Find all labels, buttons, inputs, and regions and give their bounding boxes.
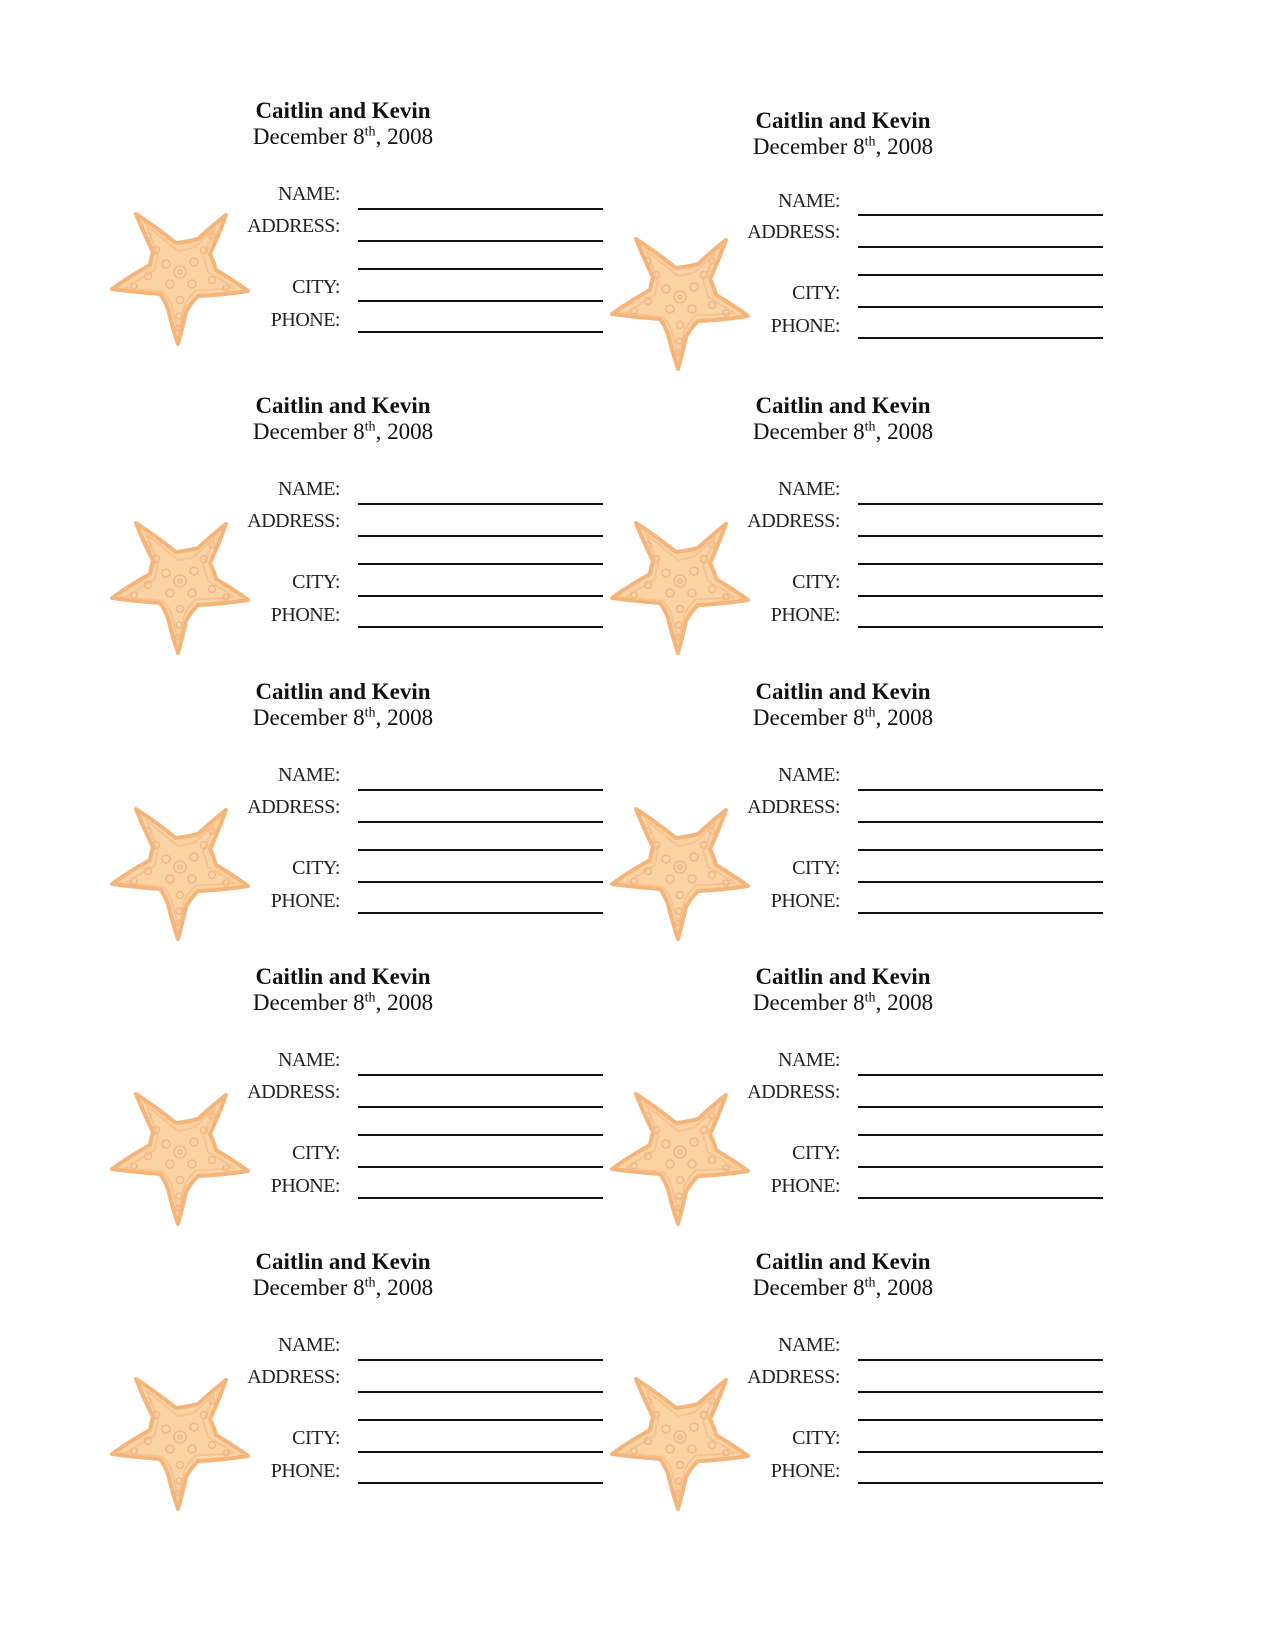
event-date (233, 419, 453, 445)
name-line[interactable] (858, 789, 1103, 791)
city-label: CITY: (292, 1427, 340, 1449)
date-ordinal-suffix: th (864, 1275, 876, 1291)
starfish-icon (608, 515, 756, 655)
date-month-day: December 8 (752, 419, 865, 444)
couple-names: Caitlin and Kevin (255, 393, 431, 418)
address-line-2[interactable] (858, 1419, 1103, 1421)
city-line[interactable] (358, 1451, 603, 1453)
date-year: , 2008 (875, 705, 934, 730)
city-label: CITY: (792, 1427, 840, 1449)
event-date (233, 1275, 453, 1301)
card-header (233, 679, 453, 731)
starfish-icon (108, 1086, 256, 1226)
address-label: ADDRESS: (247, 796, 340, 818)
date-ordinal-suffix: th (864, 419, 876, 435)
address-label: ADDRESS: (247, 1081, 340, 1103)
name-line[interactable] (858, 214, 1103, 216)
card-header (233, 98, 453, 150)
city-line[interactable] (858, 595, 1103, 597)
address-line-2[interactable] (358, 849, 603, 851)
starfish-icon (108, 206, 256, 346)
guest-info-card (108, 1249, 608, 1519)
couple-names: Caitlin and Kevin (255, 964, 431, 989)
date-year: , 2008 (375, 124, 434, 149)
date-ordinal-suffix: th (364, 990, 376, 1006)
phone-label: PHONE: (270, 1460, 340, 1482)
city-line[interactable] (358, 595, 603, 597)
address-label: ADDRESS: (747, 796, 840, 818)
couple-names: Caitlin and Kevin (255, 1249, 431, 1274)
starfish-icon (608, 1086, 756, 1226)
address-label: ADDRESS: (247, 1366, 340, 1388)
phone-line[interactable] (358, 912, 603, 914)
phone-label: PHONE: (770, 1175, 840, 1197)
guest-info-card (608, 964, 1108, 1234)
event-date (733, 1275, 953, 1301)
address-line-2[interactable] (858, 1134, 1103, 1136)
name-label: NAME: (278, 1049, 340, 1071)
address-line-1[interactable] (858, 1391, 1103, 1393)
event-date (733, 134, 953, 160)
city-label: CITY: (292, 1142, 340, 1164)
address-line-2[interactable] (858, 274, 1103, 276)
event-date (233, 124, 453, 150)
date-month-day: December 8 (752, 1275, 865, 1300)
date-month-day: December 8 (252, 1275, 365, 1300)
address-line-2[interactable] (858, 563, 1103, 565)
address-label: ADDRESS: (747, 1081, 840, 1103)
guest-info-card (108, 98, 608, 368)
city-line[interactable] (358, 881, 603, 883)
guest-info-card (108, 393, 608, 663)
date-ordinal-suffix: th (864, 134, 876, 150)
city-label: CITY: (292, 571, 340, 593)
name-line[interactable] (358, 789, 603, 791)
date-month-day: December 8 (252, 990, 365, 1015)
name-label: NAME: (278, 1334, 340, 1356)
couple-names: Caitlin and Kevin (755, 964, 931, 989)
date-month-day: December 8 (752, 990, 865, 1015)
couple-names: Caitlin and Kevin (755, 1249, 931, 1274)
date-year: , 2008 (875, 990, 934, 1015)
event-date (733, 419, 953, 445)
address-label: ADDRESS: (747, 1366, 840, 1388)
phone-line[interactable] (858, 337, 1103, 339)
event-date (233, 990, 453, 1016)
phone-line[interactable] (358, 331, 603, 333)
name-label: NAME: (278, 764, 340, 786)
name-line[interactable] (358, 503, 603, 505)
date-ordinal-suffix: th (364, 705, 376, 721)
address-label: ADDRESS: (247, 215, 340, 237)
date-month-day: December 8 (252, 419, 365, 444)
phone-line[interactable] (358, 1482, 603, 1484)
city-label: CITY: (792, 1142, 840, 1164)
address-line-2[interactable] (358, 1134, 603, 1136)
city-line[interactable] (358, 1166, 603, 1168)
date-ordinal-suffix: th (364, 1275, 376, 1291)
guest-info-card (108, 679, 608, 949)
date-month-day: December 8 (252, 705, 365, 730)
date-month-day: December 8 (752, 134, 865, 159)
address-line-1[interactable] (858, 1106, 1103, 1108)
city-line[interactable] (358, 300, 603, 302)
name-label: NAME: (778, 1334, 840, 1356)
phone-label: PHONE: (270, 309, 340, 331)
card-header (733, 964, 953, 1016)
address-line-1[interactable] (358, 1391, 603, 1393)
card-header (233, 393, 453, 445)
phone-label: PHONE: (770, 604, 840, 626)
phone-line[interactable] (858, 626, 1103, 628)
city-label: CITY: (792, 282, 840, 304)
address-line-1[interactable] (858, 246, 1103, 248)
address-line-2[interactable] (358, 1419, 603, 1421)
date-year: , 2008 (375, 990, 434, 1015)
guest-info-card (108, 964, 608, 1234)
address-line-1[interactable] (358, 1106, 603, 1108)
address-line-2[interactable] (858, 849, 1103, 851)
city-line[interactable] (858, 1166, 1103, 1168)
address-line-1[interactable] (358, 535, 603, 537)
event-date (233, 705, 453, 731)
phone-line[interactable] (858, 1197, 1103, 1199)
guest-info-card (608, 393, 1108, 663)
name-line[interactable] (858, 1074, 1103, 1076)
guest-info-card (608, 1249, 1108, 1519)
date-year: , 2008 (375, 419, 434, 444)
couple-names: Caitlin and Kevin (255, 98, 431, 123)
date-month-day: December 8 (752, 705, 865, 730)
couple-names: Caitlin and Kevin (755, 679, 931, 704)
phone-line[interactable] (858, 1482, 1103, 1484)
phone-label: PHONE: (770, 890, 840, 912)
name-label: NAME: (778, 1049, 840, 1071)
date-ordinal-suffix: th (364, 419, 376, 435)
address-line-1[interactable] (358, 821, 603, 823)
name-line[interactable] (358, 208, 603, 210)
city-label: CITY: (292, 857, 340, 879)
name-label: NAME: (778, 190, 840, 212)
address-line-1[interactable] (858, 535, 1103, 537)
date-year: , 2008 (875, 1275, 934, 1300)
starfish-icon (108, 801, 256, 941)
city-line[interactable] (858, 881, 1103, 883)
event-date (733, 990, 953, 1016)
phone-label: PHONE: (770, 315, 840, 337)
city-line[interactable] (858, 1451, 1103, 1453)
name-line[interactable] (858, 1359, 1103, 1361)
starfish-icon (108, 515, 256, 655)
name-line[interactable] (858, 503, 1103, 505)
date-year: , 2008 (375, 1275, 434, 1300)
address-label: ADDRESS: (747, 510, 840, 532)
phone-line[interactable] (858, 912, 1103, 914)
city-label: CITY: (292, 276, 340, 298)
date-year: , 2008 (875, 419, 934, 444)
starfish-icon (608, 231, 756, 371)
couple-names: Caitlin and Kevin (755, 108, 931, 133)
city-line[interactable] (858, 306, 1103, 308)
card-header (733, 393, 953, 445)
phone-label: PHONE: (270, 604, 340, 626)
name-label: NAME: (278, 478, 340, 500)
name-label: NAME: (278, 183, 340, 205)
city-label: CITY: (792, 857, 840, 879)
address-label: ADDRESS: (747, 221, 840, 243)
date-month-day: December 8 (252, 124, 365, 149)
date-ordinal-suffix: th (864, 990, 876, 1006)
date-ordinal-suffix: th (364, 124, 376, 140)
couple-names: Caitlin and Kevin (255, 679, 431, 704)
city-label: CITY: (792, 571, 840, 593)
address-line-2[interactable] (358, 563, 603, 565)
date-year: , 2008 (375, 705, 434, 730)
date-year: , 2008 (875, 134, 934, 159)
card-header (733, 679, 953, 731)
address-label: ADDRESS: (247, 510, 340, 532)
address-line-1[interactable] (858, 821, 1103, 823)
address-line-1[interactable] (358, 240, 603, 242)
name-label: NAME: (778, 478, 840, 500)
address-line-2[interactable] (358, 268, 603, 270)
card-header (233, 1249, 453, 1301)
starfish-icon (608, 1371, 756, 1511)
phone-label: PHONE: (270, 1175, 340, 1197)
phone-label: PHONE: (770, 1460, 840, 1482)
event-date (733, 705, 953, 731)
card-header (733, 1249, 953, 1301)
card-header (733, 108, 953, 160)
phone-line[interactable] (358, 626, 603, 628)
card-header (233, 964, 453, 1016)
starfish-icon (108, 1371, 256, 1511)
name-line[interactable] (358, 1359, 603, 1361)
guest-info-card (608, 679, 1108, 949)
phone-line[interactable] (358, 1197, 603, 1199)
date-ordinal-suffix: th (864, 705, 876, 721)
name-label: NAME: (778, 764, 840, 786)
guest-info-card (608, 108, 1108, 378)
couple-names: Caitlin and Kevin (755, 393, 931, 418)
starfish-icon (608, 801, 756, 941)
phone-label: PHONE: (270, 890, 340, 912)
name-line[interactable] (358, 1074, 603, 1076)
